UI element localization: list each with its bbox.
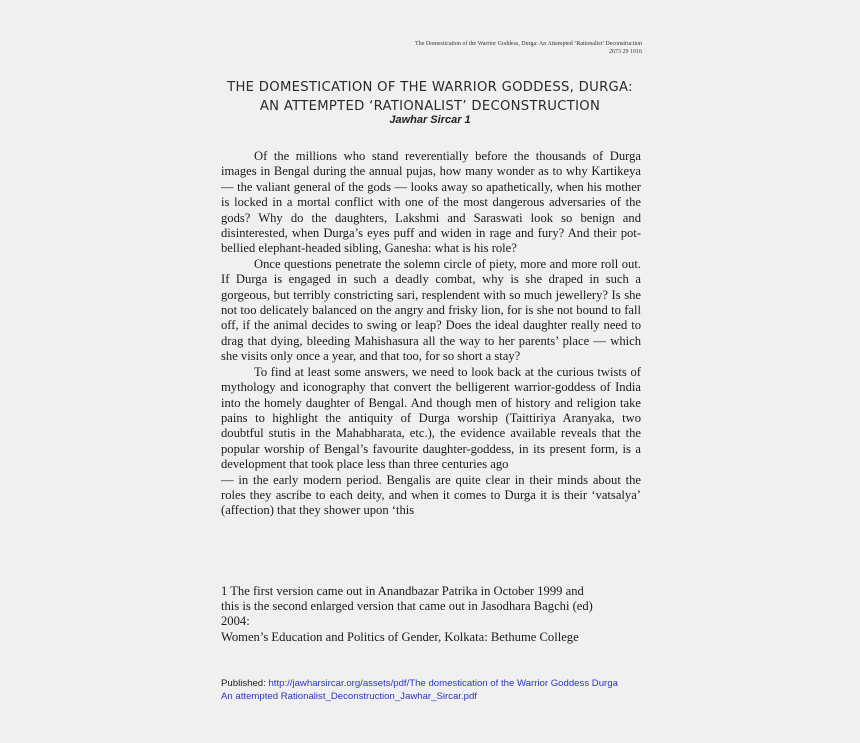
footnote-line-3: 2004: [221, 614, 250, 629]
running-head-title: The Domestication of the Warrior Goddess, Durga: An Attempted ‘Rationalist’ Deconstruction [415, 41, 642, 47]
paragraph-4: — in the early modern period. Bengalis are quite clear in their minds about the roles they ascribe to each deity, and when it comes to Durga it is their ‘vatsalya’ (affection) that they shower upon ‘this [221, 472, 641, 518]
running-head [415, 40, 642, 56]
author-name: Jawhar Sircar 1 [389, 114, 471, 126]
footnote [221, 584, 641, 645]
paragraph-3: To find at least some answers, we need to look back at the curious twists of mythology and iconography that convert the belligerent warrior-goddess of India into the homely daughter of Bengal. And though men of history and religion take pains to highlight the antiquity of Durga worship (Taittiriya Aranyaka, two doubtful stutis in the Mahabharata, etc.), the evidence available reveals that the popular worship of Bengal’s favourite daughter-goddess, in its present form, is a development that took place less than three centuries ago [221, 364, 641, 472]
article-title [0, 78, 860, 116]
running-head-numbers: 2673 29 1016 [609, 49, 642, 55]
paragraph-1: Of the millions who stand reverentially before the thousands of Durga images in Bengal during the annual pujas, how many wonder as to why Kartikeya — the valiant general of the gods — looks away so apathetically, when his mother is locked in a mortal conflict with one of the most dangerous adversaries of the gods? Why do the daughters, Lakshmi and Saraswati look so benign and disinterested, when Durga’s eyes puff and widen in rage and fury? And their pot-bellied elephant-headed sibling, Ganesha: what is his role? [221, 149, 641, 256]
footnote-line-4: Women’s Education and Politics of Gender, Kolkata: Bethume College [221, 629, 579, 644]
paragraph-2: Once questions penetrate the solemn circle of piety, more and more roll out. If Durga is engaged in such a deadly combat, why is she draped in such a gorgeous, but terribly constricting sari, resplendent with so much jewellery? Is she not too delicately balanced on the angry and frisky lion, for is she not bound to fall off, if the animal decides to swing or leap? Does the ideal daughter really need to drag that dying, bleeding Mahishasura all the way to her parents’ place — which she visits only once a year, and that too, for so short a stay? [221, 256, 641, 364]
source-link-line1[interactable]: http://jawharsircar.org/assets/pdf/The domestication of the Warrior Goddess Durga [268, 678, 618, 689]
article-title-line1: THE DOMESTICATION OF THE WARRIOR GODDESS, DURGA: [227, 80, 633, 95]
source-link-line2[interactable]: An attempted Rationalist_Deconstruction_Jawhar_Sircar.pdf [221, 691, 477, 702]
footnote-line-2: this is the second enlarged version that came out in Jasodhara Bagchi (ed) [221, 599, 593, 614]
footnote-line-1: 1 The first version came out in Anandbazar Patrika in October 1999 and [221, 584, 584, 598]
published-source [221, 677, 641, 703]
published-label: Published: [221, 678, 269, 689]
article-title-line2: AN ATTEMPTED ‘RATIONALIST’ DECONSTRUCTION [259, 99, 601, 114]
body-text [221, 149, 641, 519]
